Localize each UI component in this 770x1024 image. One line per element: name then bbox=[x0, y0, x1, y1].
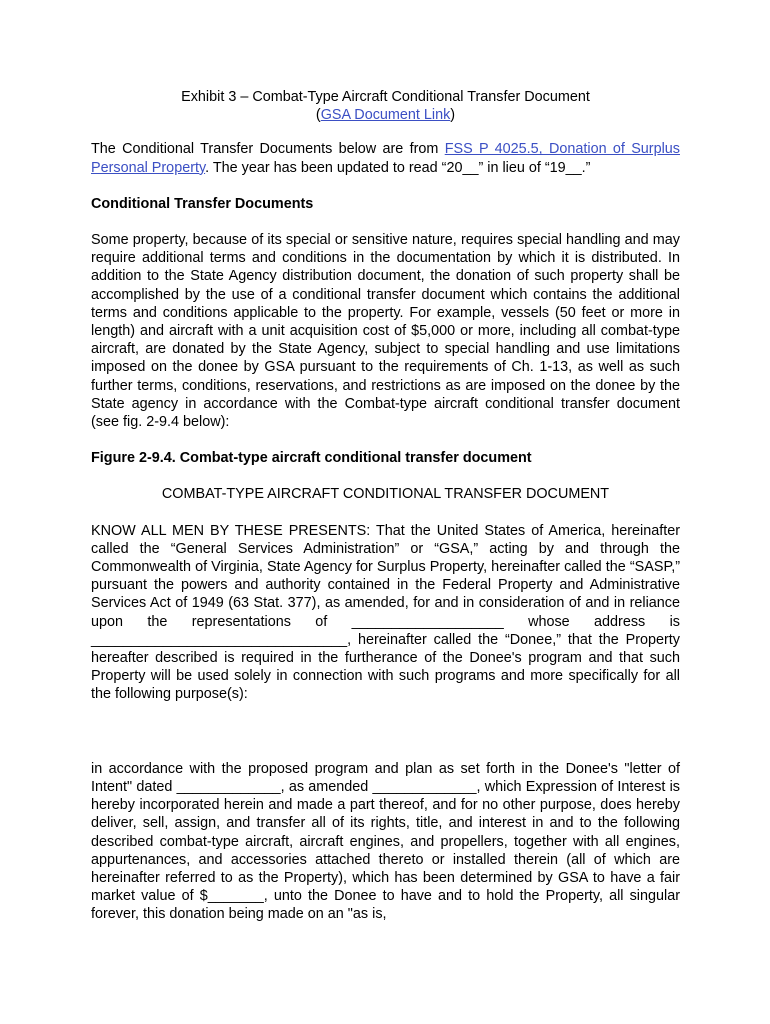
gsa-link-line bbox=[91, 106, 680, 124]
gsa-document-link[interactable]: GSA Document Link bbox=[320, 107, 451, 124]
section-paragraph: Some property, because of its special or sensitive nature, requires special handling and may require additional terms and conditions in the documentation by which it is distributed. In addition to the State Agency distribution document, the donation of such property shall be accomplished by the use of a conditional transfer document which contains the additional terms and conditions applicable to the property. For example, vessels (50 feet or more in length) and aircraft with a unit acquisition cost of $5,000 or more, including all combat-type aircraft, are donated by the State Agency, subject to special handling and use limitations imposed on the donee by GSA pursuant to the requirements of Ch. 1-13, as well as such further terms, conditions, reservations, and restrictions as are imposed on the donee by the State agency in accordance with the Combat-type aircraft conditional transfer document (see fig. 2-9.4 below): bbox=[91, 232, 680, 431]
intro-text-after: . The year has been updated to read “20__” in lieu of “19__.” bbox=[205, 159, 591, 176]
section-heading: Conditional Transfer Documents bbox=[91, 195, 314, 212]
intro-text-before: The Conditional Transfer Documents below are from bbox=[91, 141, 445, 158]
figure-caption: Figure 2-9.4. Combat-type aircraft conditional transfer document bbox=[91, 450, 532, 467]
fss-publication-link[interactable]: FSS P 4025.5, Donation of Surplus Personal Property bbox=[91, 141, 680, 176]
link-close-paren: ) bbox=[450, 107, 456, 124]
document-page bbox=[91, 88, 680, 924]
intro-paragraph bbox=[91, 140, 680, 176]
exhibit-title: Exhibit 3 – Combat-Type Aircraft Conditional Transfer Document bbox=[181, 89, 590, 105]
know-all-men-paragraph: KNOW ALL MEN BY THESE PRESENTS: That the United States of America, hereinafter called the “General Services Administration” or “GSA,” acting by and through the Commonwealth of Virginia, State Agency for Surplus Property, hereinafter called the “SASP,” pursuant the powers and authority contained in the Federal Property and Administrative Services Act of 1949 (63 Stat. 377), as amended, for and in consideration of and in reliance upon the representations of ___________________ whose address is ________________________________, hereinafter called the “Donee,” that the Property hereafter described is required in the furtherance of the Donee's program and that such Property will be used solely in connection with such programs and more specifically for all the following purpose(s): bbox=[91, 522, 680, 703]
link-open-paren: ( bbox=[315, 107, 321, 124]
accordance-paragraph: in accordance with the proposed program and plan as set forth in the Donee's "letter of Intent" dated _____________, as amended _____________, which Expression of Interest is hereby incorporated herein and made a part thereof, and for no other purpose, does hereby deliver, sell, assign, and transfer all of its rights, title, and interest in and to the following described combat-type aircraft, aircraft engines, and propellers, together with all engines, appurtenances, and accessories attached thereto or installed therein (all of which are hereinafter referred to as the Property), which has been determined by GSA to have a fair market value of $_______, unto the Donee to have and to hold the Property, all singular forever, this donation being made on an "as is, bbox=[91, 760, 680, 923]
document-title: COMBAT-TYPE AIRCRAFT CONDITIONAL TRANSFER DOCUMENT bbox=[161, 486, 610, 503]
